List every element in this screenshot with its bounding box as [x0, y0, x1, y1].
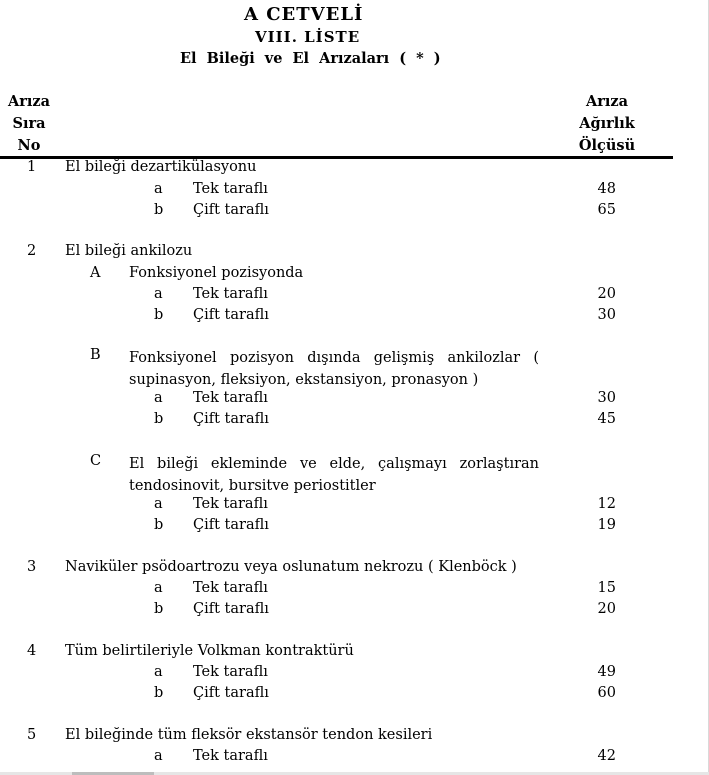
weight-value: 20: [597, 601, 616, 617]
sub-letter: b: [154, 307, 164, 323]
subsection-letter: C: [90, 453, 102, 469]
subsection-text: Fonksiyonel pozisyonda: [129, 265, 304, 281]
item-title: El bileği dezartikülasyonu: [65, 159, 257, 175]
weight-value: 15: [597, 580, 616, 596]
sub-label: Tek taraflı: [193, 664, 268, 680]
weight-value: 42: [597, 748, 616, 764]
column-header-left: Arıza Sıra No: [8, 93, 51, 154]
sub-label: Çift taraflı: [193, 601, 269, 617]
sub-label: Çift taraflı: [193, 517, 269, 533]
weight-value: 48: [597, 181, 616, 197]
sub-label: Tek taraflı: [193, 181, 268, 197]
item-number: 1: [27, 159, 37, 175]
list-title: VIII. LİSTE: [255, 28, 361, 46]
weight-value: 12: [597, 496, 616, 512]
column-header-right: Arıza Ağırlık Ölçüsü: [578, 93, 636, 154]
sub-letter: b: [154, 517, 164, 533]
sub-label: Çift taraflı: [193, 411, 269, 427]
sub-letter: b: [154, 601, 164, 617]
weight-value: 49: [597, 664, 616, 680]
subsection-letter: B: [90, 347, 101, 363]
sub-label: Tek taraflı: [193, 496, 268, 512]
sub-label: Tek taraflı: [193, 580, 268, 596]
sub-label: Çift taraflı: [193, 685, 269, 701]
sub-letter: a: [154, 496, 163, 512]
sub-letter: a: [154, 390, 163, 406]
sub-label: Tek taraflı: [193, 286, 268, 302]
sub-letter: a: [154, 664, 163, 680]
weight-value: 19: [597, 517, 616, 533]
item-title: El bileği ankilozu: [65, 243, 193, 259]
sub-letter: a: [154, 580, 163, 596]
weight-value: 60: [597, 685, 616, 701]
item-title: Naviküler psödoartrozu veya oslunatum nekrozu ( Klenböck ): [65, 559, 517, 575]
subsection-text: El bileği ekleminde ve elde, çalışmayı zorlaştıran tendosinovit, bursitve periostitler: [129, 456, 539, 494]
subsection-text: Fonksiyonel pozisyon dışında gelişmiş ankilozlar ( supinasyon, fleksiyon, ekstansiyon, pronasyon ): [129, 350, 539, 388]
sub-letter: a: [154, 748, 163, 764]
item-number: 5: [27, 727, 37, 743]
weight-value: 20: [597, 286, 616, 302]
item-title: Tüm belirtileriyle Volkman kontraktürü: [65, 643, 354, 659]
sub-letter: b: [154, 202, 164, 218]
item-number: 3: [27, 559, 37, 575]
weight-value: 65: [597, 202, 616, 218]
item-title: El bileğinde tüm fleksör ekstansör tendon kesileri: [65, 727, 433, 743]
weight-value: 30: [597, 390, 616, 406]
sub-label: Tek taraflı: [193, 748, 268, 764]
item-number: 2: [27, 243, 37, 259]
document-title: A CETVELİ: [244, 4, 364, 25]
weight-value: 30: [597, 307, 616, 323]
subsection-letter: A: [90, 265, 101, 281]
sub-letter: b: [154, 685, 164, 701]
sub-letter: a: [154, 181, 163, 197]
weight-value: 45: [597, 411, 616, 427]
section-title: El Bileği ve El Arızaları ( * ): [180, 50, 441, 67]
sub-label: Çift taraflı: [193, 307, 269, 323]
sub-letter: b: [154, 411, 164, 427]
sub-letter: a: [154, 286, 163, 302]
sub-label: Çift taraflı: [193, 202, 269, 218]
item-number: 4: [27, 643, 37, 659]
sub-label: Tek taraflı: [193, 390, 268, 406]
